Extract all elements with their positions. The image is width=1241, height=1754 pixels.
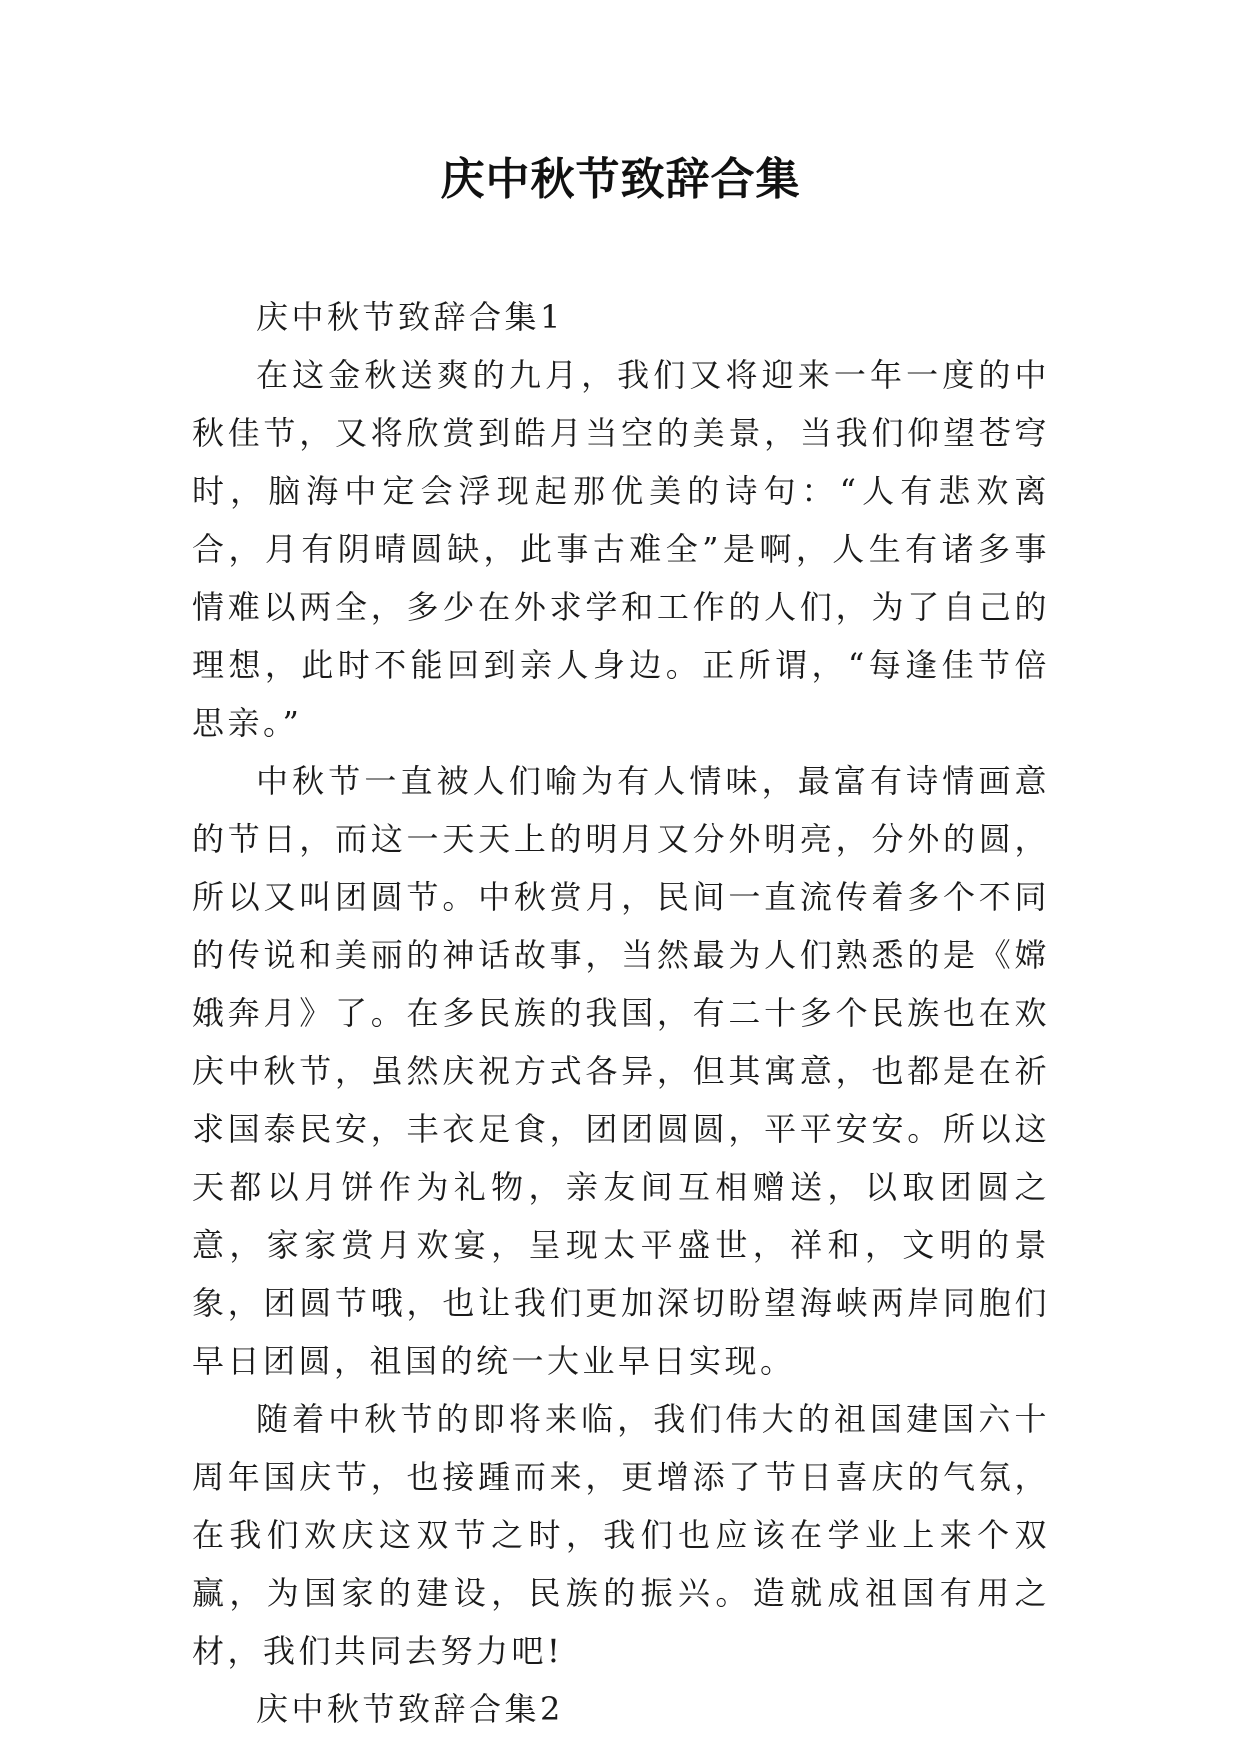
section-heading-2: 庆中秋节致辞合集2: [256, 1690, 564, 1728]
paragraph-2: 中秋节一直被人们喻为有人情味，最富有诗情画意的节日，而这一天天上的明月又分外明亮，分外的圆，所以又叫团圆节。中秋赏月，民间一直流传着多个不同的传说和美丽的神话故事，当然最为人们熟悉的是《嫦娥奔月》了。在多民族的我国，有二十多个民族也在欢庆中秋节，虽然庆祝方式各异，但其寓意，也都是在祈求国泰民安，丰衣足食，团团圆圆，平平安安。所以这天都以月饼作为礼物，亲友间互相赠送，以取团圆之意，家家赏月欢宴，呈现太平盛世，祥和，文明的景象，团圆节哦，也让我们更加深切盼望海峡两岸同胞们早日团圆，祖国的统一大业早日实现。: [192, 762, 1050, 1380]
document-body: [192, 288, 1050, 1738]
document-title: 庆中秋节致辞合集: [440, 154, 801, 205]
paragraph-3: 随着中秋节的即将来临，我们伟大的祖国建国六十周年国庆节，也接踵而来，更增添了节日喜庆的气氛，在我们欢庆这双节之时，我们也应该在学业上来个双赢，为国家的建设，民族的振兴。造就成祖国有用之材，我们共同去努力吧!: [192, 1400, 1050, 1670]
section-heading-1: 庆中秋节致辞合集1: [256, 298, 564, 336]
paragraph-1: 在这金秋送爽的九月，我们又将迎来一年一度的中秋佳节，又将欣赏到皓月当空的美景，当我们仰望苍穹时，脑海中定会浮现起那优美的诗句：“人有悲欢离合，月有阴晴圆缺，此事古难全”是啊，人生有诸多事情难以两全，多少在外求学和工作的人们，为了自己的理想，此时不能回到亲人身边。正所谓，“每逢佳节倍思亲。”: [192, 356, 1050, 742]
